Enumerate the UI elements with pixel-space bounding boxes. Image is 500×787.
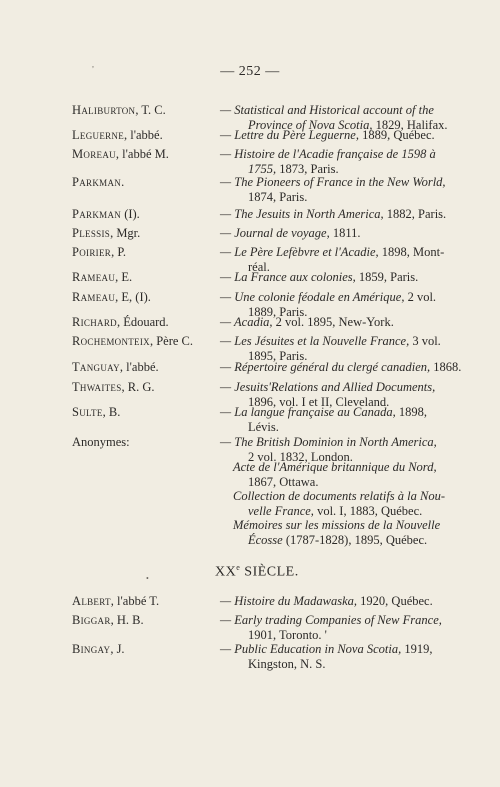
entry-publication: 1889, Paris. [248, 305, 308, 319]
author-detail: , E. [115, 270, 133, 284]
entry-line [220, 334, 445, 349]
entry-title: 1755, [248, 162, 277, 176]
entry-line [220, 533, 445, 548]
entry-description [220, 226, 445, 241]
entry-author [72, 334, 212, 349]
entry-line [220, 435, 445, 450]
entry-line [220, 420, 445, 435]
entry-publication: 1889, Québec. [358, 128, 435, 142]
entry-publication: 1811. [329, 226, 361, 240]
entry-line [220, 475, 445, 490]
author-detail: , E, (I). [115, 290, 151, 304]
entry-line [220, 460, 445, 475]
entry-title: Acte de l'Amérique britannique du Nord, [233, 460, 437, 474]
entry-line [220, 270, 445, 285]
entry-line [220, 504, 445, 519]
entry-line [220, 657, 445, 672]
entry-author [72, 290, 212, 305]
entry-publication: 1919, [401, 642, 433, 656]
entry-title: — Journal de voyage, [220, 226, 330, 240]
entry-title: — Une colonie féodale en Amérique, [220, 290, 405, 304]
author-surname: Parkman [72, 175, 122, 189]
entry-author [72, 380, 212, 395]
entry-publication: 1867, Ottawa. [248, 475, 319, 489]
entry-title: — Répertoire général du clergé canadien, [220, 360, 431, 374]
entry-title: — Jesuits'Relations and Allied Documents, [220, 380, 436, 394]
entry-line [220, 175, 445, 190]
entry-publication: réal. [248, 260, 270, 274]
entry-description [220, 613, 445, 643]
entry-description [220, 175, 445, 205]
entry-description [220, 315, 445, 330]
section-heading-sup: e [236, 563, 241, 572]
entry-publication: 3 vol. [409, 334, 441, 348]
entry-author [72, 103, 212, 118]
author-detail: , T. C. [135, 103, 166, 117]
author-detail: , Édouard. [116, 315, 169, 329]
author-surname: Biggar [72, 613, 111, 627]
entry-title: — Histoire du Madawaska, [220, 594, 358, 608]
author-detail: , l'abbé T. [110, 594, 160, 608]
author-surname: Thwaites [72, 380, 122, 394]
entry-title: — Le Père Lefèbvre et l'Acadie, [220, 245, 379, 259]
entry-publication: 1895, Paris. [248, 349, 308, 363]
entry-description [220, 207, 445, 222]
author-detail: (I). [121, 207, 140, 221]
author-surname: Rochemonteix [72, 334, 150, 348]
entry-line [220, 207, 445, 222]
entry-line [220, 360, 462, 375]
entry-author [72, 642, 212, 657]
entry-description [220, 489, 445, 519]
author-surname: Moreau [72, 147, 116, 161]
entry-author [72, 207, 212, 222]
author-detail: , l'abbé M. [115, 147, 169, 161]
entry-description [220, 128, 445, 143]
entry-description [220, 147, 445, 177]
entry-author [72, 245, 212, 260]
entry-line [220, 380, 445, 395]
entry-publication: 1898, [395, 405, 427, 419]
author-surname: Parkman [72, 207, 122, 221]
entry-publication: vol. I, 1883, Québec. [313, 504, 423, 518]
entry-line [220, 290, 445, 305]
entry-line [220, 315, 445, 330]
entry-publication: 2 vol. 1832, London. [248, 450, 353, 464]
entry-title: Mémoires sur les missions de la Nouvelle [233, 518, 441, 532]
entry-publication: 1898, Mont- [378, 245, 445, 259]
entry-publication: 1873, Paris. [276, 162, 339, 176]
author-detail: . [121, 175, 125, 189]
entry-author [72, 128, 212, 143]
section-heading-rest: SIÈCLE. [240, 564, 299, 580]
author-detail: , Mgr. [110, 226, 141, 240]
entry-description [220, 270, 445, 285]
entry-line [220, 405, 445, 420]
entry-title: — Les Jésuites et la Nouvelle France, [220, 334, 410, 348]
entry-title: — Public Education in Nova Scotia, [220, 642, 402, 656]
page-number: — 252 — [220, 64, 280, 79]
entry-publication: 1868. [430, 360, 462, 374]
author-detail: , P. [111, 245, 127, 259]
entry-title: Écosse [248, 533, 283, 547]
section-heading-main: XX [215, 564, 237, 580]
author-surname: Leguerne [72, 128, 125, 142]
entry-author [72, 613, 212, 628]
author-detail: , Père C. [149, 334, 193, 348]
entry-title: — Statistical and Historical account of the [220, 103, 434, 117]
entry-author [72, 435, 212, 450]
author-surname: Plessis [72, 226, 111, 240]
entry-title: velle France, [248, 504, 314, 518]
author-surname: Rameau [72, 290, 116, 304]
entry-author [72, 315, 212, 330]
entry-author [72, 270, 212, 285]
entry-publication: Lévis. [248, 420, 279, 434]
entry-line [220, 613, 445, 628]
entry-line [220, 245, 445, 260]
entry-author [72, 594, 212, 609]
entry-publication: Kingston, N. S. [248, 657, 326, 671]
entry-publication: 1901, Toronto. ' [248, 628, 327, 642]
author-surname: Tanguay [72, 360, 120, 374]
author-surname: Haliburton [72, 103, 136, 117]
author-surname: Richard [72, 315, 117, 329]
entry-title: — The Pioneers of France in the New World, [220, 175, 446, 189]
entry-description [220, 594, 445, 609]
entry-title: — Histoire de l'Acadie française de 1598 à [220, 147, 436, 161]
author-surname: Poirier [72, 245, 112, 259]
margin-mark: • [146, 574, 149, 583]
author-detail: , l'abbé. [124, 128, 163, 142]
entry-publication: 1859, Paris. [355, 270, 419, 284]
entry-line [220, 642, 445, 657]
entry-title: — Early trading Companies of New France, [220, 613, 442, 627]
entry-title: — The British Dominion in North America, [220, 435, 437, 449]
entry-description [220, 360, 462, 375]
entry-title: — Lettre du Père Leguerne, [220, 128, 359, 142]
entry-author [72, 175, 212, 190]
entry-title: — Acadia, [220, 315, 273, 329]
entry-publication: 2 vol. [404, 290, 437, 304]
entry-line [220, 103, 445, 118]
entry-publication: (1787-1828), 1895, Québec. [282, 533, 428, 547]
author-surname: Bingay [72, 642, 111, 656]
author-surname: Albert [72, 594, 111, 608]
entry-line [220, 190, 445, 205]
entry-description [220, 405, 445, 435]
entry-publication: 2 vol. 1895, New-York. [272, 315, 394, 329]
entry-publication: 1896, vol. I et II, Cleveland. [248, 395, 390, 409]
author-surname: Rameau [72, 270, 116, 284]
entry-description [220, 460, 445, 490]
entry-title: — The Jesuits in North America, [220, 207, 384, 221]
entry-title: — La langue française au Canada, [220, 405, 396, 419]
entry-line [220, 147, 445, 162]
entry-publication: 1920, Québec. [357, 594, 433, 608]
entry-title: — La France aux colonies, [220, 270, 356, 284]
entry-author [72, 405, 212, 420]
author-detail: , B. [102, 405, 121, 419]
entry-title: Collection de documents relatifs à la Nou- [233, 489, 446, 503]
entry-description [220, 518, 445, 548]
entry-author [72, 360, 212, 375]
entry-author [72, 147, 212, 162]
author-detail: , J. [110, 642, 125, 656]
section-heading [215, 563, 299, 581]
author-detail: , H. B. [110, 613, 144, 627]
entry-line [220, 489, 445, 504]
author-detail: Anonymes: [72, 435, 130, 449]
entry-publication: 1829, Halifax. [372, 118, 448, 132]
author-surname: Sulte [72, 405, 103, 419]
entry-line [220, 226, 445, 241]
entry-publication: 1882, Paris. [383, 207, 447, 221]
entry-publication: 1874, Paris. [248, 190, 308, 204]
entry-line [220, 594, 445, 609]
entry-line [220, 628, 445, 643]
author-detail: , R. G. [121, 380, 155, 394]
entry-line [220, 128, 445, 143]
entry-author [72, 226, 212, 241]
entry-line [220, 518, 445, 533]
author-detail: , l'abbé. [119, 360, 159, 374]
entry-title: Province of Nova Scotia, [248, 118, 373, 132]
margin-mark: , [92, 60, 94, 69]
entry-description [220, 642, 445, 672]
